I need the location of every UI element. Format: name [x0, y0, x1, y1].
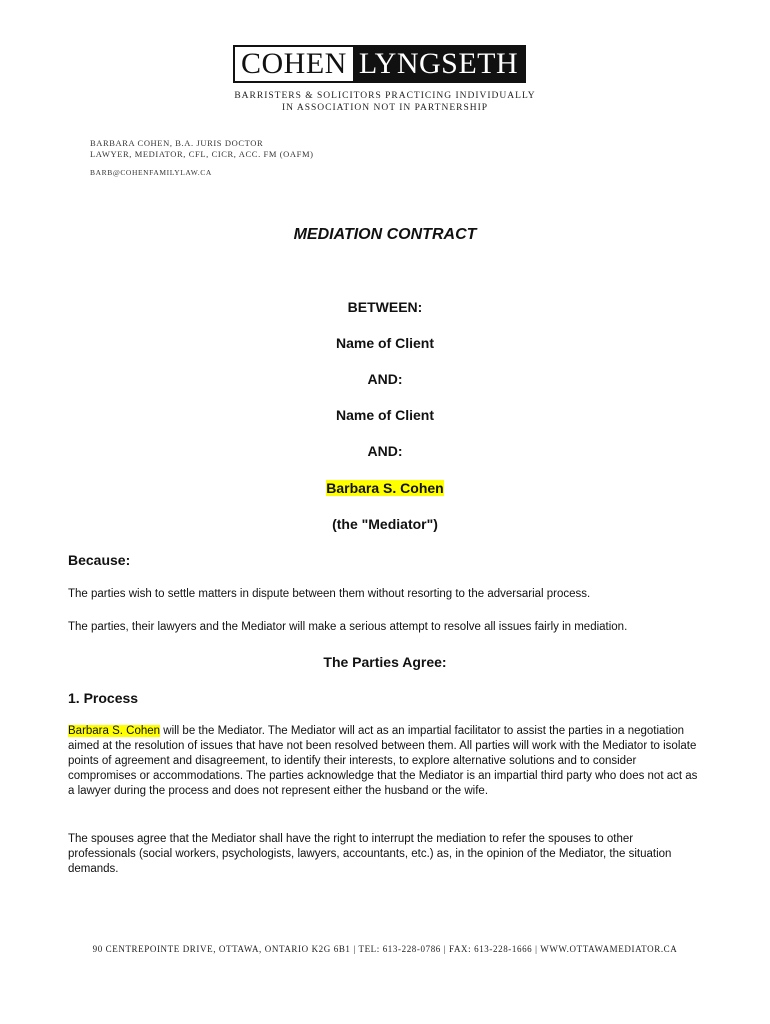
process-heading: 1. Process: [68, 690, 139, 706]
lawyer-name: BARBARA COHEN, B.A. JURIS DOCTOR: [90, 138, 264, 148]
because-paragraph-1: The parties wish to settle matters in dispute between them without resorting to the adversarial process.: [68, 588, 591, 600]
and-label-2: AND:: [367, 443, 403, 459]
firm-subtitle-line1: BARRISTERS & SOLICITORS PRACTICING INDIVIDUALLY: [234, 91, 536, 101]
mediator-role: (the "Mediator"): [332, 516, 438, 532]
because-heading: Because:: [68, 552, 131, 568]
because-paragraph-2: The parties, their lawyers and the Mediator will make a serious attempt to resolve all issues fairly in mediation.: [68, 621, 628, 633]
client-name-1: Name of Client: [335, 335, 434, 351]
process-paragraph-1: [68, 724, 703, 799]
mediator-name-line: [0, 480, 770, 496]
logo-word-cohen: COHEN: [235, 47, 353, 81]
parties-agree-heading: The Parties Agree:: [323, 654, 447, 670]
lawyer-credentials: LAWYER, MEDIATOR, CFL, CICR, ACC. FM (OAFM): [90, 149, 314, 159]
firm-subtitle-line2: IN ASSOCIATION NOT IN PARTNERSHIP: [281, 103, 489, 113]
mediator-name-inline: Barbara S. Cohen: [68, 725, 161, 737]
logo-word-lyngseth: LYNGSETH: [353, 47, 524, 81]
firm-logo: [233, 45, 526, 83]
process-paragraph-2: The spouses agree that the Mediator shall have the right to interrupt the mediation to refer the spouses to other professionals (social workers, psychologists, lawyers, accountants, etc.) as, in the opinion of the Mediator, the situation demands.: [68, 833, 672, 875]
document-title: MEDIATION CONTRACT: [293, 226, 477, 243]
process-paragraph-1-text: will be the Mediator. The Mediator will act as an impartial facilitator to assist the parties in a negotiation aimed at the resolution of issues that have not been resolved between them. All parties will work with the Mediator to isolate points of agreement and disagreement, to identify their interests, to explore alternative solutions and to consider compromises or accommodations. The parties acknowledge that the Mediator is an impartial third party who does not act as a lawyer during the process and does not represent either the husband or the wife.: [68, 725, 698, 797]
between-label: BETWEEN:: [347, 299, 423, 315]
lawyer-email: BARB@COHENFAMILYLAW.CA: [90, 168, 212, 177]
mediator-name: Barbara S. Cohen: [326, 480, 444, 496]
client-name-2: Name of Client: [335, 407, 434, 423]
and-label-1: AND:: [367, 371, 403, 387]
letterhead-footer: 90 CENTREPOINTE DRIVE, OTTAWA, ONTARIO K2G 6B1 | TEL: 613-228-0786 | FAX: 613-228-1666 | WWW.OTTAWAMEDIATOR.CA: [92, 944, 678, 954]
